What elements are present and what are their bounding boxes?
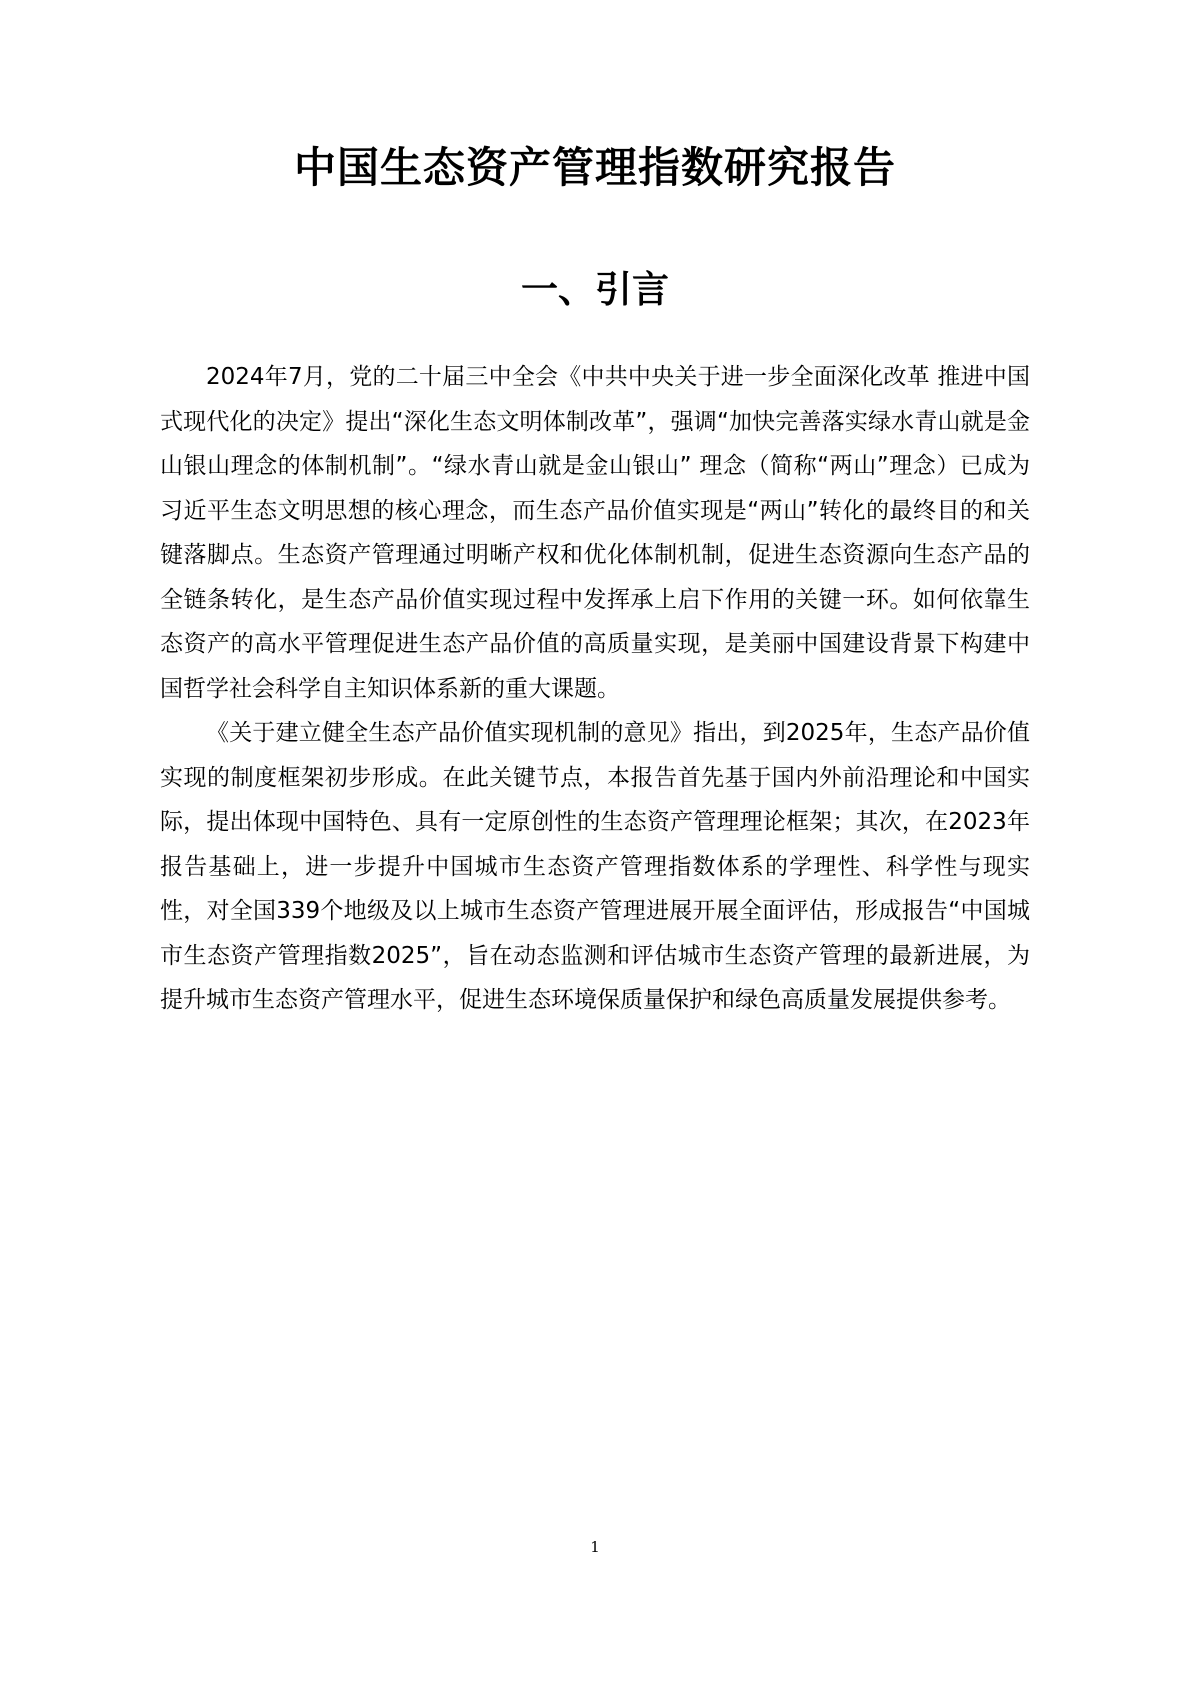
body-text <box>160 355 1030 1023</box>
document-title: 中国生态资产管理指数研究报告 <box>293 143 896 192</box>
section-heading: 一、引言 <box>521 268 669 311</box>
page-number: 1 <box>590 1538 600 1556</box>
paragraph-1: 2024年7月，党的二十届三中全会《中共中央关于进一步全面深化改革 推进中国式现代化的决定》提出“深化生态文明体制改革”，强调“加快完善落实绿水青山就是金山银山理念的体制机制”。“绿水青山就是金山银山” 理念（简称“两山”理念）已成为习近平生态文明思想的核心理念，而生态产品价值实现是“两山”转化的最终目的和关键落脚点。生态资产管理通过明晰产权和优化体制机制，促进生态资源向生态产品的全链条转化，是生态产品价值实现过程中发挥承上启下作用的关键一环。如何依靠生态资产的高水平管理促进生态产品价值的高质量实现，是美丽中国建设背景下构建中国哲学社会科学自主知识体系新的重大课题。 <box>160 364 1030 702</box>
paragraph-2: 《关于建立健全生态产品价值实现机制的意见》指出，到2025年，生态产品价值实现的制度框架初步形成。在此关键节点，本报告首先基于国内外前沿理论和中国实际，提出体现中国特色、具有一定原创性的生态资产管理理论框架；其次，在2023年报告基础上，进一步提升中国城市生态资产管理指数体系的学理性、科学性与现实性，对全国339个地级及以上城市生态资产管理进展开展全面评估，形成报告“中国城市生态资产管理指数2025”，旨在动态监测和评估城市生态资产管理的最新进展，为提升城市生态资产管理水平，促进生态环境保质量保护和绿色高质量发展提供参考。 <box>160 720 1030 1013</box>
